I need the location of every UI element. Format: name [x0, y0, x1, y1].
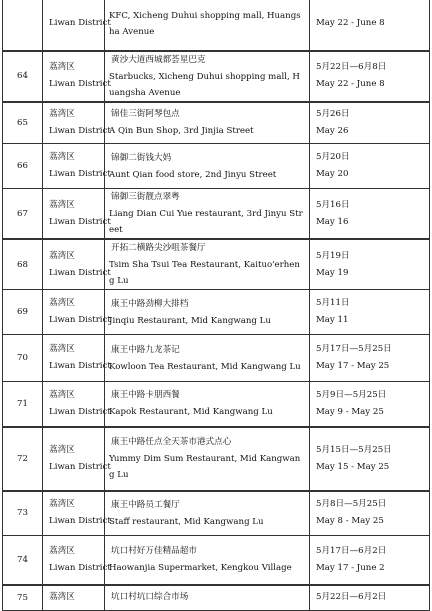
district-cell: [43, 585, 105, 611]
table-row: [3, 536, 430, 585]
row-number-text: 64: [17, 71, 28, 81]
row-number-text: 68: [17, 259, 28, 270]
district-cn: 荔湾区: [49, 545, 75, 556]
district-cell: [43, 335, 111, 382]
row-number-text: 70: [17, 353, 28, 363]
date-cn: 5月11日: [316, 298, 350, 308]
district-cell: [43, 239, 111, 290]
district-en: Liwan District: [49, 125, 111, 136]
place-en: Starbucks, Xicheng Duhui shopping mall, Huangsha Avenue: [109, 71, 300, 98]
place-cn: 黄沙大道西城都荟星巴克: [111, 54, 206, 65]
row-number: [3, 491, 43, 536]
row-number-text: 73: [17, 508, 28, 519]
date-cell: [310, 189, 430, 240]
table-row: [3, 0, 430, 51]
place-en: Tsim Sha Tsui Tea Restaurant, Kaituo'erheng Lu: [109, 260, 300, 286]
district-cn: 荔湾区: [49, 499, 75, 510]
district-cn: 荔湾区: [49, 250, 75, 261]
district-cell: [43, 0, 111, 51]
district-en: Liwan District: [49, 267, 111, 278]
place-cell: [105, 290, 310, 335]
place-en: Jinqiu Restaurant, Mid Kangwang Lu: [109, 315, 271, 326]
table-row: [3, 335, 430, 382]
date-cell: [310, 427, 430, 491]
date-cell: [310, 239, 430, 290]
place-cell: [105, 335, 310, 382]
row-number-text: 69: [17, 307, 28, 317]
district-en: Liwan District: [49, 216, 111, 227]
place-cell: [105, 536, 310, 585]
date-en: May 26: [316, 125, 349, 136]
row-number: [3, 51, 43, 102]
row-number: [3, 536, 43, 585]
date-cn: 5月16日: [316, 199, 350, 210]
place-cn: 康王中路九龙茶记: [111, 344, 180, 355]
date-cn: 5月17日—5月25日: [316, 344, 392, 354]
district-cn: 荔湾区: [49, 108, 75, 119]
row-number: [3, 290, 43, 335]
date-en: May 19: [316, 267, 349, 278]
date-en: May 20: [316, 169, 349, 179]
row-number: [3, 239, 43, 290]
place-cn: 康王中路卡朋西餐: [111, 390, 180, 401]
place-en: A Qin Bun Shop, 3rd Jinjia Street: [109, 126, 254, 137]
row-number: [3, 102, 43, 144]
date-en: May 17 - June 2: [316, 562, 385, 573]
place-cell: [105, 51, 310, 102]
place-cell: [105, 102, 310, 144]
date-cn: 5月22日—6月2日: [316, 592, 387, 603]
table-row: [3, 144, 430, 189]
date-cell: [310, 144, 430, 189]
place-cell: [105, 189, 310, 240]
district-cell: [43, 427, 111, 491]
place-en: KFC, Xicheng Duhui shopping mall, Huangsha Avenue: [109, 10, 301, 37]
place-cn: 锦佳三街阿琴包点: [111, 109, 180, 120]
row-number-text: 72: [17, 453, 28, 464]
date-cn: 5月19日: [316, 250, 350, 261]
date-en: May 22 - June 8: [316, 18, 385, 29]
date-cell: [310, 0, 430, 51]
row-number: [3, 189, 43, 240]
place-en: Kowloon Tea Restaurant, Mid Kangwang Lu: [109, 361, 301, 372]
place-cn: 锦御三街靓点翠粤: [111, 192, 180, 202]
row-number-text: 75: [17, 592, 28, 603]
place-cell: [105, 491, 310, 536]
date-cell: [310, 335, 430, 382]
date-en: May 8 - May 25: [316, 516, 384, 527]
place-cell: [105, 427, 310, 491]
district-en: Liwan District: [49, 315, 111, 325]
date-en: May 16: [316, 216, 349, 227]
table-row: [3, 382, 430, 427]
place-cn: 康王中路任点全天茶市港式点心: [111, 437, 232, 447]
date-cn: 5月26日: [316, 108, 350, 119]
table-row: [3, 290, 430, 335]
table-row: [3, 427, 430, 491]
place-en: Staff restaurant, Mid Kangwang Lu: [109, 516, 264, 527]
place-cell: [105, 239, 310, 290]
district-cn: 荔湾区: [49, 298, 75, 308]
place-en: Haowanjia Supermarket, Kengkou Village: [109, 563, 292, 574]
date-cell: [310, 491, 430, 536]
district-cn: 荔湾区: [49, 344, 75, 354]
date-en: May 17 - May 25: [316, 361, 390, 371]
row-number: [3, 585, 43, 611]
district-cell: [43, 102, 111, 144]
district-en: Liwan District: [49, 18, 111, 29]
date-cell: [310, 51, 430, 102]
table-row: [3, 102, 430, 144]
district-en: Liwan District: [49, 169, 111, 179]
district-cell: [43, 189, 111, 240]
row-number: [3, 427, 43, 491]
district-en: Liwan District: [49, 406, 111, 417]
place-cell: [105, 585, 310, 611]
district-cn: 荔湾区: [49, 62, 75, 72]
district-cell: [43, 382, 111, 427]
district-cell: [43, 51, 111, 102]
table-row: [3, 585, 430, 611]
date-cell: [310, 382, 430, 427]
schedule-body: [3, 0, 430, 611]
district-cn: 荔湾区: [49, 199, 75, 210]
table-row: [3, 51, 430, 102]
place-en: Liang Dian Cui Yue restaurant, 3rd Jinyu Street: [109, 209, 303, 235]
table-row: [3, 189, 430, 240]
place-cn: 坑口村坑口综合市场: [111, 592, 189, 603]
place-en: Kapok Restaurant, Mid Kangwang Lu: [109, 407, 273, 418]
district-en: Liwan District: [49, 79, 111, 89]
district-cn: 荔湾区: [49, 592, 75, 603]
district-cell: [43, 144, 111, 189]
place-cn: 康王中路员工餐厅: [111, 499, 180, 510]
row-number-text: 66: [17, 161, 28, 171]
row-number-text: 71: [17, 398, 28, 409]
district-en: Liwan District: [49, 562, 111, 573]
place-cn: 康王中路劲柳大排档: [111, 298, 189, 309]
row-number-text: 67: [17, 208, 28, 219]
district-en: Liwan District: [49, 461, 111, 472]
row-number: [3, 0, 43, 51]
date-cell: [310, 102, 430, 144]
district-cell: [43, 491, 111, 536]
district-en: Liwan District: [49, 516, 111, 527]
place-cn: 坑口村好万佳精品超市: [111, 546, 197, 557]
date-cn: 5月17日—6月2日: [316, 545, 387, 556]
table-row: [3, 239, 430, 290]
date-cn: 5月8日—5月25日: [316, 499, 387, 510]
date-cell: [310, 536, 430, 585]
date-en: May 11: [316, 315, 349, 325]
row-number-text: 74: [17, 554, 28, 565]
row-number: [3, 144, 43, 189]
date-en: May 22 - June 8: [316, 79, 385, 89]
date-cn: 5月22日—6月8日: [316, 62, 387, 72]
place-en: Aunt Qian food store, 2nd Jinyu Street: [109, 169, 277, 180]
date-cn: 5月9日—5月25日: [316, 389, 387, 400]
district-cn: 荔湾区: [49, 389, 75, 400]
date-cn: 5月20日: [316, 152, 350, 162]
place-cell: [105, 144, 310, 189]
place-cn: 锦御二街钱大妈: [111, 152, 172, 163]
place-cn: 开拓二横路尖沙咀茶餐厅: [111, 243, 206, 253]
place-cell: [105, 0, 310, 51]
row-number: [3, 382, 43, 427]
row-number: [3, 335, 43, 382]
district-en: Liwan District: [49, 361, 111, 371]
place-en: Yummy Dim Sum Restaurant, Mid Kangwang Lu: [109, 454, 301, 480]
table-row: [3, 491, 430, 536]
date-en: May 9 - May 25: [316, 406, 384, 417]
district-cell: [43, 536, 111, 585]
district-cn: 荔湾区: [49, 152, 75, 162]
place-cell: [105, 382, 310, 427]
date-en: May 15 - May 25: [316, 461, 390, 472]
row-number-text: 65: [17, 117, 28, 128]
date-cell: [310, 585, 430, 611]
district-cell: [43, 290, 111, 335]
date-cell: [310, 290, 430, 335]
schedule-table: [2, 0, 430, 611]
date-cn: 5月15日—5月25日: [316, 444, 392, 455]
district-cn: 荔湾区: [49, 444, 75, 455]
